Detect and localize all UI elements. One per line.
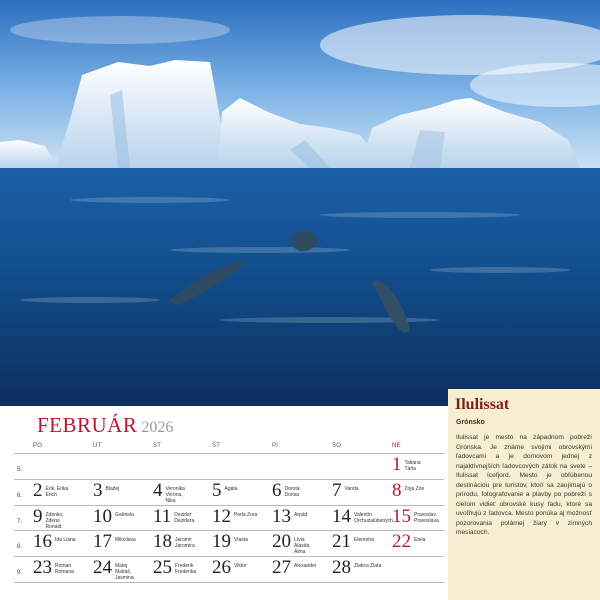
day-cell (93, 481, 134, 501)
day-cell (392, 507, 442, 527)
week-number: 5. (17, 467, 23, 473)
day-number: 17 (93, 531, 112, 552)
day-cell (93, 557, 143, 581)
name-day: Zdenko, Zdeno Ronald (45, 512, 64, 530)
row-divider (14, 453, 444, 454)
day-header: ŠT (212, 443, 221, 449)
day-cell (272, 531, 322, 555)
day-cell (332, 481, 373, 501)
day-cell (332, 532, 382, 552)
day-header: ST (153, 443, 162, 449)
name-day: Valentín Orchuzalúbených (354, 512, 393, 524)
day-cell (153, 480, 194, 504)
month-title (37, 413, 173, 438)
day-number: 10 (93, 506, 112, 527)
day-number: 21 (332, 531, 351, 552)
name-day: Frederik Frederika (175, 563, 197, 575)
day-number: 14 (332, 506, 351, 527)
name-day: Matej Matiaš, Jasmina (115, 563, 134, 581)
day-cell (212, 558, 262, 578)
day-number: 4 (153, 480, 163, 501)
day-number: 8 (392, 480, 402, 501)
day-number: 7 (332, 480, 342, 501)
name-day: Tatiana Táňa (404, 460, 421, 472)
day-number: 1 (392, 454, 402, 475)
day-number: 5 (212, 480, 222, 501)
name-day: Alexander (294, 563, 317, 569)
name-day: Vlasta (234, 537, 248, 543)
year: 2026 (141, 419, 174, 436)
day-cell (212, 481, 253, 501)
name-day: Miloslava (115, 537, 136, 543)
name-day: Vanda (344, 486, 359, 492)
day-number: 28 (332, 557, 351, 578)
day-cell (153, 558, 203, 578)
day-header: SO (332, 443, 342, 449)
day-number: 3 (93, 480, 103, 501)
day-number: 23 (33, 557, 52, 578)
day-number: 18 (153, 531, 172, 552)
day-cell (33, 506, 74, 530)
day-number: 9 (33, 506, 43, 527)
day-number: 19 (212, 531, 231, 552)
day-cell (93, 507, 143, 527)
name-day: Lívia Alastár, Alma (294, 537, 311, 555)
name-day: Jaromír Jaromíra (175, 537, 195, 549)
name-day: Blažej (105, 486, 120, 492)
day-header: PO (33, 443, 43, 449)
day-cell (93, 532, 143, 552)
day-cell (332, 558, 382, 578)
day-number: 24 (93, 557, 112, 578)
name-day: Veronika Verona, Nika (165, 486, 185, 504)
day-number: 20 (272, 531, 291, 552)
day-cell (272, 558, 322, 578)
info-panel (448, 389, 600, 600)
week-number: 8. (17, 544, 23, 550)
place-title: Ilulissat (455, 396, 510, 413)
day-number: 15 (392, 506, 411, 527)
name-day: Perla Zora (234, 512, 258, 518)
name-day: Zoja Zoe (404, 486, 425, 492)
day-cell (332, 506, 393, 527)
day-header: UT (93, 443, 102, 449)
day-cell (33, 558, 83, 578)
name-day: Zlatica Zlata (354, 563, 382, 569)
name-day: Dezider Dezidera (174, 512, 195, 524)
name-day: Dorota Dorisa (284, 486, 300, 498)
week-number: 9. (17, 570, 23, 576)
day-cell (392, 532, 442, 552)
name-day: Eleonóra (354, 537, 375, 543)
day-number: 6 (272, 480, 282, 501)
day-number: 16 (33, 531, 52, 552)
month-name: FEBRUÁR (37, 413, 138, 437)
day-number: 26 (212, 557, 231, 578)
day-cell (153, 507, 202, 527)
day-cell (272, 507, 322, 527)
day-header: PI (272, 443, 279, 449)
day-number: 11 (153, 506, 172, 527)
name-day: Etela (414, 537, 426, 543)
row-divider (14, 479, 444, 480)
name-day: Agáta (224, 486, 238, 492)
day-cell (212, 532, 262, 552)
name-day: Ida Liana (55, 537, 76, 543)
day-number: 12 (212, 506, 231, 527)
day-cell (153, 532, 203, 552)
day-cell (212, 507, 262, 527)
day-cell (33, 532, 83, 552)
name-day: Arpád (294, 512, 308, 518)
day-number: 25 (153, 557, 172, 578)
day-number: 22 (392, 531, 411, 552)
name-day: Pravoslav Pravoslava (414, 512, 439, 524)
name-day: Roman Romana (55, 563, 74, 575)
day-cell (392, 455, 433, 475)
place-description: Ilulissat je mesto na západnom pobreží Grónska. Je známe svojimi obrovskými ľadovcami a je domovom jednej z najaktívnejších ľadovcových zátok na svete – Ilulissat Icefjord. Mesto je obľúbenou destináciou pre turistov, ktorí sa zaujímajú o prírodu, fotografovanie a plavby po pobreží s cieľom vidieť obrovské kusy ľadu, ktoré sa uvoľňujú z ľadovca. Mesto ponúka aj možnosť pozorovania polárnej žiary v zimných mesiacoch. (456, 434, 592, 536)
name-day: Erik, Erika Erich (45, 486, 69, 498)
week-number: 6. (17, 493, 23, 499)
row-divider (14, 582, 444, 583)
day-number: 27 (272, 557, 291, 578)
day-number: 2 (33, 480, 43, 501)
day-cell (272, 481, 313, 501)
name-day: Viktor (234, 563, 247, 569)
week-number: 7. (17, 519, 23, 525)
place-country: Grónsko (456, 419, 485, 426)
day-cell (33, 481, 74, 501)
day-cell (392, 481, 433, 501)
day-header: NE (392, 443, 401, 449)
name-day: Gabriela (115, 512, 134, 518)
day-number: 13 (272, 506, 291, 527)
